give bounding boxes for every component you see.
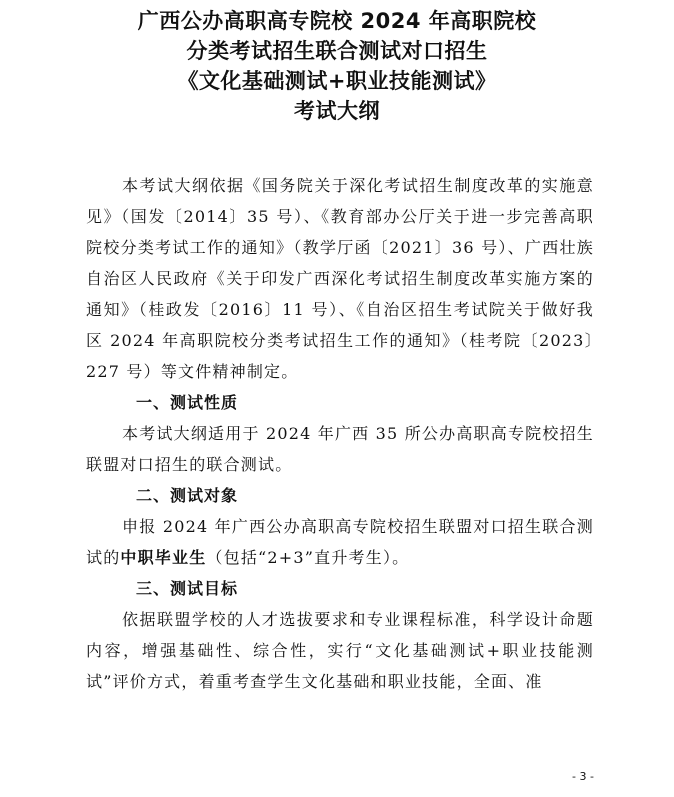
section-body-nature: 本考试大纲适用于 2024 年广西 35 所公办高职高专院校招生联盟对口招生的联合测试。	[86, 424, 594, 474]
section-body-target	[86, 511, 594, 573]
section-heading-goal: 三、测试目标	[136, 579, 239, 598]
target-body-after: （包括“2+3”直升考生）。	[206, 548, 410, 567]
document-body	[86, 170, 594, 697]
title-line-1: 广西公办高职高专院校 2024 年高职院校	[137, 9, 537, 33]
section-heading-nature: 一、测试性质	[136, 393, 239, 412]
title-line-4: 考试大纲	[294, 99, 380, 123]
title-line-3: 《文化基础测试+职业技能测试》	[177, 69, 497, 93]
section-heading-target: 二、测试对象	[136, 486, 239, 505]
page-number: - 3 -	[572, 770, 594, 783]
title-line-2: 分类考试招生联合测试对口招生	[186, 39, 488, 63]
document-title	[0, 6, 674, 126]
target-body-emphasis: 中职毕业生	[120, 548, 207, 567]
target-body-before: 申报 2024 年广西公办高职高专院校招生联盟对口招生联合测试的	[86, 517, 594, 567]
intro-paragraph: 本考试大纲依据《国务院关于深化考试招生制度改革的实施意见》（国发〔2014〕35 号）、《教育部办公厅关于进一步完善高职院校分类考试工作的通知》（教学厅函〔2021〕36 号）、广西壮族自治区人民政府《关于印发广西深化考试招生制度改革实施方案的通知》（桂政发〔2016〕11 号）、《自治区招生考试院关于做好我区 2024 年高职院校分类考试招生工作的通知》（桂考院〔2023〕227 号）等文件精神制定。	[86, 176, 594, 381]
section-body-goal: 依据联盟学校的人才选拔要求和专业课程标准，科学设计命题内容，增强基础性、综合性，实行“文化基础测试+职业技能测试”评价方式，着重考查学生文化基础和职业技能，全面、准	[86, 610, 594, 691]
